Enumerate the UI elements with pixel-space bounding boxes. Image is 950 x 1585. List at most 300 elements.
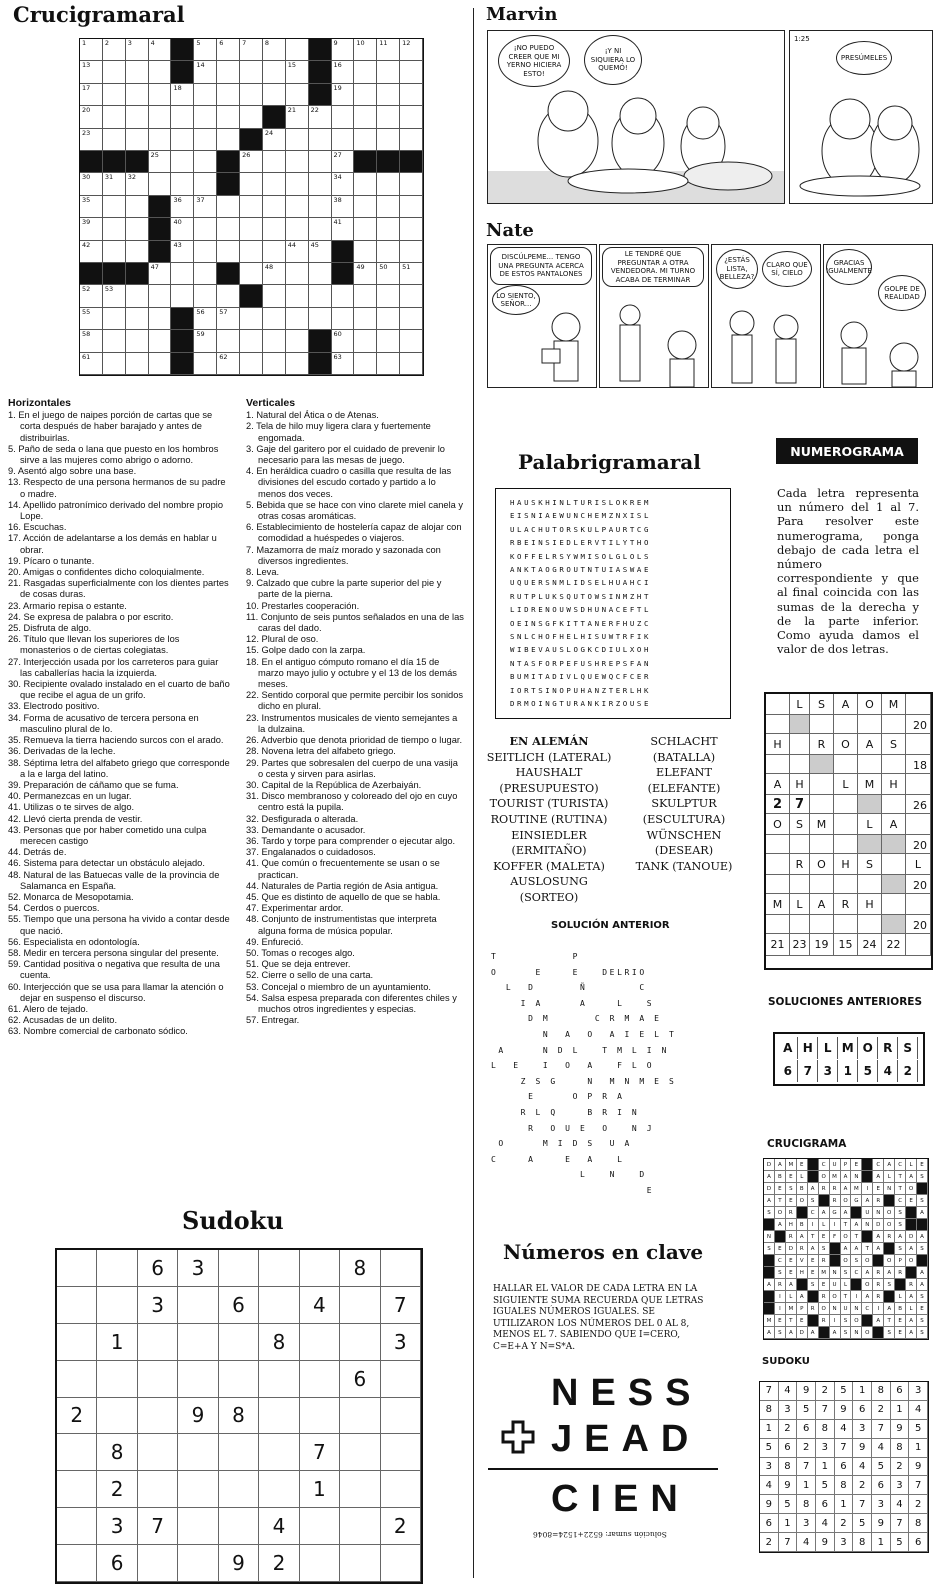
horizontal-clue: 21. Rasgadas superficialmente con los dientes partes de cosas duras. [8,578,229,600]
crossword-cell [263,61,286,83]
solution-cell: S [775,1267,786,1279]
solution-cell: S [895,1243,906,1255]
horizontal-clue: 26. Título que llevan los superiores de los monasterios o de ciertas colegiatas. [8,634,180,656]
crucigrama-solution-grid [763,1158,929,1340]
marvin-bubble-3: PRESÚMELES [836,41,892,75]
solution-cell: A [862,1267,873,1279]
crossword-cell [354,330,377,352]
solution-black-cell [764,1255,775,1267]
sudoku-cell [219,1361,259,1398]
crossword-cell [332,218,355,240]
wordsearch-grid [495,488,731,719]
prev-solution-number: 5 [859,1060,878,1082]
numerograma-cell [810,915,834,934]
solution-cell: S [764,1207,775,1219]
crossword-cell [400,129,423,151]
crossword-cell [194,308,217,330]
solution-cell: M [851,1183,862,1195]
sudoku-solution-cell: 7 [797,1458,816,1477]
sudoku-solution-cell: 2 [853,1476,872,1495]
crossword-cell [263,196,286,218]
crossword-black-cell [217,263,240,285]
crossword-cell-number: 6 [219,39,224,47]
solution-cell: T [808,1231,819,1243]
sudoku-cell [219,1508,259,1545]
solution-cell: N [830,1267,841,1279]
crossword-cell [217,106,240,128]
sudoku-solution-cell: 1 [816,1458,835,1477]
prev-numerograma-solution [773,1032,925,1086]
numerograma-cell: O [858,694,882,715]
crossword-black-cell [103,151,126,173]
marvin-title: Marvin [486,4,558,25]
vertical-clue: 7. Mazamorra de maíz morado y sazonada con diversos ingredientes. [246,544,441,566]
sudoku-solution-cell: 1 [872,1533,891,1552]
solution-cell: R [797,1243,808,1255]
solution-cell: A [873,1231,884,1243]
crossword-cell [126,129,149,151]
solution-black-cell [862,1171,873,1183]
crossword-cell [263,308,286,330]
solution-row: Z S G N M N M E S [491,1076,677,1086]
crossword-black-cell [309,61,332,83]
numerograma-cell [810,795,834,814]
sudoku-solution-cell: 6 [779,1439,798,1458]
crossword-cell [240,151,263,173]
crossword-cell [103,39,126,61]
crossword-cell [103,84,126,106]
word-item: (BATALLA) [652,750,716,764]
horizontal-clue: 62. Acusadas de un delito. [8,1015,118,1026]
crossword-cell [80,241,103,263]
crossword-cell [194,39,217,61]
solution-black-cell [862,1159,873,1171]
sudoku-cell [340,1471,380,1508]
nate-bubble-4: ¿ESTÁS LISTA, BELLEZA? [716,249,758,289]
crossword-cell-number: 45 [310,240,319,249]
solution-cell: R [819,1315,830,1327]
sudoku-cell [340,1398,380,1435]
solution-cell: R [786,1231,797,1243]
numerograma-cell: 18 [906,755,931,774]
solution-cell: A [797,1231,808,1243]
numerograma-cell [906,934,931,956]
solution-cell: L [841,1279,852,1291]
horizontal-clue: 43. Personas que por haber cometido una culpa merecen castigo [8,824,207,846]
vertical-clue: 15. Golpe dado con la zarpa. [246,645,366,656]
solution-cell: R [819,1255,830,1267]
solution-row: L N D [491,1170,647,1180]
sudoku-cell [178,1324,218,1361]
crossword-black-cell [217,151,240,173]
sudoku-cell [57,1250,97,1287]
solution-cell: R [830,1195,841,1207]
solution-cell: A [884,1159,895,1171]
crossword-cell-number: 41 [333,218,342,227]
solution-black-cell [862,1231,873,1243]
numerograma-cell: R [834,894,858,915]
sudoku-cell [259,1287,299,1324]
crossword-cell [126,84,149,106]
crossword-cell [149,39,172,61]
vertical-clue: 54. Salsa espesa preparada con diferentes chiles y muchos otros ingredientes y especias. [246,992,457,1014]
sudoku-cell: 9 [219,1545,259,1582]
crossword-cell [377,173,400,195]
crossword-cell [171,218,194,240]
crossword-cell [309,151,332,173]
solution-black-cell [808,1291,819,1303]
crossword-cell [286,241,309,263]
numerograma-cell: M [766,894,790,915]
crossword-cell [263,330,286,352]
numerograma-cell [882,915,906,934]
sudoku-solution-cell: 7 [816,1401,835,1420]
sudoku-cell [300,1508,340,1545]
sudoku-solution-cell: 3 [891,1476,910,1495]
vertical-clue: 6. Establecimiento de hostelería capaz de alojar con comodidad a huéspedes o viajeros. [246,522,462,544]
crossword-cell-number: 43 [173,240,182,249]
vertical-clue: 53. Concejal o miembro de un ayuntamiento. [246,981,432,992]
sudoku-cell [300,1398,340,1435]
wordsearch-row: OEINSGFKITTANERFHUZC [510,618,651,628]
crossword-cell [80,129,103,151]
horizontal-clue: 25. Disfruta de algo. [8,623,92,634]
crossword-black-cell [309,84,332,106]
sudoku-solution-cell: 2 [816,1382,835,1401]
crossword-cell [354,106,377,128]
solution-cell: A [906,1171,917,1183]
sudoku-solution-cell: 1 [760,1420,779,1439]
numerograma-cell [906,734,931,755]
sudoku-solution-cell: 7 [835,1439,854,1458]
numerograma-cell: 19 [810,934,834,956]
solution-cell: S [841,1267,852,1279]
prev-solution-letter: O [859,1037,878,1059]
solution-cell: A [917,1279,928,1291]
numerograma-cell [882,755,906,774]
sudoku-solution-cell: 2 [760,1533,779,1552]
solution-cell: H [797,1267,808,1279]
solution-cell: A [764,1171,775,1183]
crossword-cell [377,285,400,307]
crossword-black-cell [171,61,194,83]
crossword-cell-number: 42 [82,240,91,249]
crossword-cell-number: 57 [219,307,228,316]
solution-row: A N D L T M L I N [491,1045,669,1055]
sudoku-solution-cell: 2 [872,1401,891,1420]
solution-cell: R [830,1183,841,1195]
crossword-cell [377,129,400,151]
crossword-cell-number: 35 [82,195,91,204]
numeros-title: Números en clave [503,1240,704,1264]
crossword-cell [217,285,240,307]
numeros-solution: Solución sumar: 6522+1524=8046 [533,1530,667,1539]
wordsearch-row: NTASFORPEFUSHREPSFAN [510,658,651,668]
crossword-cell [194,173,217,195]
crossword-cell [217,84,240,106]
solution-cell: D [764,1183,775,1195]
horizontal-clue: 19. Pícaro o tunante. [8,555,95,566]
word-item: KOFFER (MALETA) [493,859,605,873]
vertical-clue: 28. Novena letra del alfabeto griego. [246,746,396,757]
word-item: ELEFANT [656,766,712,780]
sudoku-solution-cell: 6 [853,1401,872,1420]
crossword-cell [126,106,149,128]
sudoku-solution-cell: 4 [816,1514,835,1533]
sudoku-solution-cell: 9 [835,1401,854,1420]
solution-cell: E [775,1243,786,1255]
sudoku-solution-cell: 1 [835,1495,854,1514]
sudoku-cell: 4 [259,1508,299,1545]
plus-icon [501,1420,535,1454]
crossword-cell [149,61,172,83]
solution-cell: E [895,1327,906,1339]
solution-cell: R [808,1303,819,1315]
solution-cell: A [851,1243,862,1255]
nate-panel-1 [487,244,597,388]
sudoku-solution-cell: 9 [797,1382,816,1401]
numerograma-cell: 20 [906,715,931,734]
vertical-clue: 36. Tardo y torpe para comprender o ejecutar algo. [246,835,456,846]
solution-row: O E E DELRIO [491,967,655,977]
crossword-cell-number: 9 [333,39,338,47]
crossword-cell [332,39,355,61]
solution-black-cell [851,1279,862,1291]
crossword-cell [126,285,149,307]
crossword-cell-number: 15 [287,61,297,70]
horizontal-clue: 16. Escuchas. [8,522,67,533]
crossword-grid [79,38,424,376]
crossword-cell [332,106,355,128]
crossword-cell [286,263,309,285]
solution-cell: T [775,1195,786,1207]
numerograma-cell [858,835,882,854]
numerograma-cell [834,755,858,774]
sudoku-cell [259,1471,299,1508]
solution-cell: F [830,1231,841,1243]
sudoku-solution-cell: 4 [760,1476,779,1495]
wordsearch-row: LIDRENOUWSDHUNACEFTL [510,605,651,615]
crossword-cell [263,39,286,61]
numerograma-cell: 26 [906,795,931,814]
solution-cell: S [808,1279,819,1291]
word-item: ROUTINE (RUTINA) [490,812,608,826]
sudoku-solution-cell: 7 [760,1382,779,1401]
crossword-cell [103,129,126,151]
vertical-clue: 11. Conjunto de seis puntos señalados en una de las caras del dado. [246,611,464,634]
solution-cell: E [808,1267,819,1279]
wordsearch-list-2 [622,734,746,874]
sudoku-solution-cell: 3 [909,1382,928,1401]
wordsearch-row: KOFFELRSYWMISOLGLOLS [510,551,651,561]
sudoku-cell: 6 [97,1545,137,1582]
sudoku-cell [300,1324,340,1361]
solution-cell: O [884,1207,895,1219]
crossword-cell-number: 14 [196,61,205,70]
solution-cell: A [841,1243,852,1255]
solution-cell: A [830,1327,841,1339]
crossword-cell [400,285,423,307]
horizontal-clue: 5. Paño de seda o lana que puesto en los hombros sirve a las mujeres como abrigo o adorno. [8,443,219,466]
solution-cell: E [851,1159,862,1171]
solution-cell: I [873,1303,884,1315]
crossword-cell [377,263,400,285]
verticales-heading: Verticales [246,397,296,409]
crossword-cell-number: 59 [196,330,205,339]
sudoku-cell [97,1361,137,1398]
horizontal-clue: 41. Utilizas o te sirves de algo. [8,802,135,813]
sudoku-solution-cell: 6 [835,1458,854,1477]
crossword-title: Crucigramaral [13,2,185,27]
crossword-cell [80,61,103,83]
solution-black-cell [906,1219,917,1231]
solution-cell: M [764,1315,775,1327]
numerograma-cell: 24 [858,934,882,956]
solution-cell: A [873,1315,884,1327]
vertical-clue: 33. Demandante o acusador. [246,824,366,835]
crossword-cell [126,196,149,218]
crossword-black-cell [240,285,263,307]
horizontal-clue: 58. Medir en tercera persona singular del presente. [8,947,219,958]
crossword-cell [171,106,194,128]
sudoku-solution-cell: 5 [872,1458,891,1477]
crucigrama-solution-title: CRUCIGRAMA [767,1138,847,1150]
wordsearch-row: RBEINSIEDLERVTILYTHO [510,538,651,548]
sudoku-solution-cell: 3 [835,1533,854,1552]
vertical-clue: 18. En el antiguo cómputo romano el día 15 de marzo mayo julio y octubre y el 13 de los demás meses. [246,656,457,690]
sudoku-solution-cell: 9 [853,1439,872,1458]
crossword-cell [309,106,332,128]
crossword-cell [80,106,103,128]
numerograma-cell: 20 [906,875,931,894]
vertical-clue: 23. Instrumentos musicales de viento semejantes a la dulzaina. [246,712,458,734]
crossword-cell-number: 34 [333,173,342,182]
crossword-cell [149,173,172,195]
word-item: AUSLOSUNG [510,875,588,889]
vertical-clue: 48. Conjunto de instrumentistas que interpreta alguna forma de música popular. [246,914,437,936]
solution-cell: C [895,1195,906,1207]
numeros-row-2: JEAD [551,1418,701,1460]
horizontal-clue: 60. Interjección que se usa para llamar la atención o dejar en suspenso el discurso. [8,981,224,1003]
crossword-cell [240,241,263,263]
horizontal-clue: 46. Sistema para detectar un obstáculo alejado. [8,858,205,869]
sudoku-cell: 2 [97,1471,137,1508]
numerograma-cell [766,755,790,774]
crossword-cell-number: 2 [104,39,109,47]
crossword-cell [400,61,423,83]
sudoku-solution-cell: 5 [779,1495,798,1514]
numerograma-cell: H [858,894,882,915]
horizontal-clue: 30. Recipiente ovalado instalado en el cuarto de baño que recibe el agua de un grifo. [8,679,230,701]
solution-cell: S [808,1195,819,1207]
numerograma-cell: R [810,734,834,755]
crossword-cell-number: 19 [333,83,342,92]
vertical-clue: 1. Natural del Ática o de Atenas. [246,410,379,421]
crossword-black-cell [149,196,172,218]
numerograma-cell [906,814,931,835]
crossword-cell [217,241,240,263]
numerograma-cell: A [766,774,790,795]
crossword-cell [103,241,126,263]
crossword-cell-number: 23 [82,128,91,137]
sudoku-cell [381,1361,421,1398]
solution-cell: O [830,1291,841,1303]
crossword-cell-number: 16 [333,61,342,70]
sudoku-cell [97,1398,137,1435]
crossword-cell [149,353,172,375]
solution-cell: R [819,1291,830,1303]
sudoku-solution-cell: 4 [891,1495,910,1514]
solution-cell: O [819,1303,830,1315]
numerograma-cell [882,795,906,814]
sudoku-solution-cell: 5 [760,1439,779,1458]
solution-cell: E [808,1255,819,1267]
sudoku-solution-grid [759,1381,929,1553]
numerograma-cell [858,875,882,894]
solution-cell: C [775,1255,786,1267]
horizontal-clue: 48. Natural de las Batuecas valle de la provincia de Salamanca en España. [8,869,220,891]
sudoku-solution-cell: 3 [872,1495,891,1514]
solution-black-cell [884,1291,895,1303]
solution-cell: R [906,1279,917,1291]
crossword-cell [194,196,217,218]
crossword-black-cell [240,129,263,151]
sudoku-solution-cell: 8 [872,1382,891,1401]
solution-cell: R [873,1267,884,1279]
solution-cell: M [819,1267,830,1279]
crossword-cell [309,241,332,263]
crossword-cell [240,39,263,61]
solution-black-cell [808,1159,819,1171]
crossword-cell-number: 62 [219,352,228,361]
sudoku-cell [178,1287,218,1324]
crossword-cell [263,218,286,240]
sudoku-solution-cell: 6 [760,1514,779,1533]
solution-cell: E [797,1159,808,1171]
vertical-clue: 45. Que es distinto de aquello de que se habla. [246,891,441,902]
crossword-cell [400,308,423,330]
nate-drawing-2 [600,245,708,387]
numerograma-cell [858,795,882,814]
crossword-cell [194,106,217,128]
crossword-cell-number: 5 [196,39,201,47]
nate-bubble-1: DISCÚLPEME... TENGO UNA PREGUNTA ACERCA DE ESTOS PANTALONES [490,247,592,285]
numerograma-cell: 21 [766,934,790,956]
numerograma-cell: 22 [882,934,906,956]
solution-black-cell [830,1255,841,1267]
sudoku-cell [340,1434,380,1471]
wordsearch-heading: EN ALEMÁN [509,734,589,748]
solution-cell: A [764,1195,775,1207]
solution-cell: N [884,1183,895,1195]
solution-cell: C [873,1159,884,1171]
sudoku-cell [178,1361,218,1398]
nate-bubble-6: GRACIAS IGUALMENTE [826,249,872,285]
crossword-cell-number: 32 [127,173,136,182]
sudoku-cell [57,1287,97,1324]
solution-black-cell [764,1291,775,1303]
sudoku-cell [340,1508,380,1545]
sudoku-cell [178,1545,218,1582]
horizontal-clue: 24. Se expresa de palabra o por escrito. [8,611,174,622]
numerograma-cell [766,875,790,894]
sum-line [488,1468,718,1470]
sudoku-cell [259,1361,299,1398]
crossword-cell-number: 31 [104,173,114,182]
solution-cell: S [917,1315,928,1327]
horizontal-clue: 63. Nombre comercial de carbonato sódico. [8,1026,188,1037]
crossword-cell [194,218,217,240]
